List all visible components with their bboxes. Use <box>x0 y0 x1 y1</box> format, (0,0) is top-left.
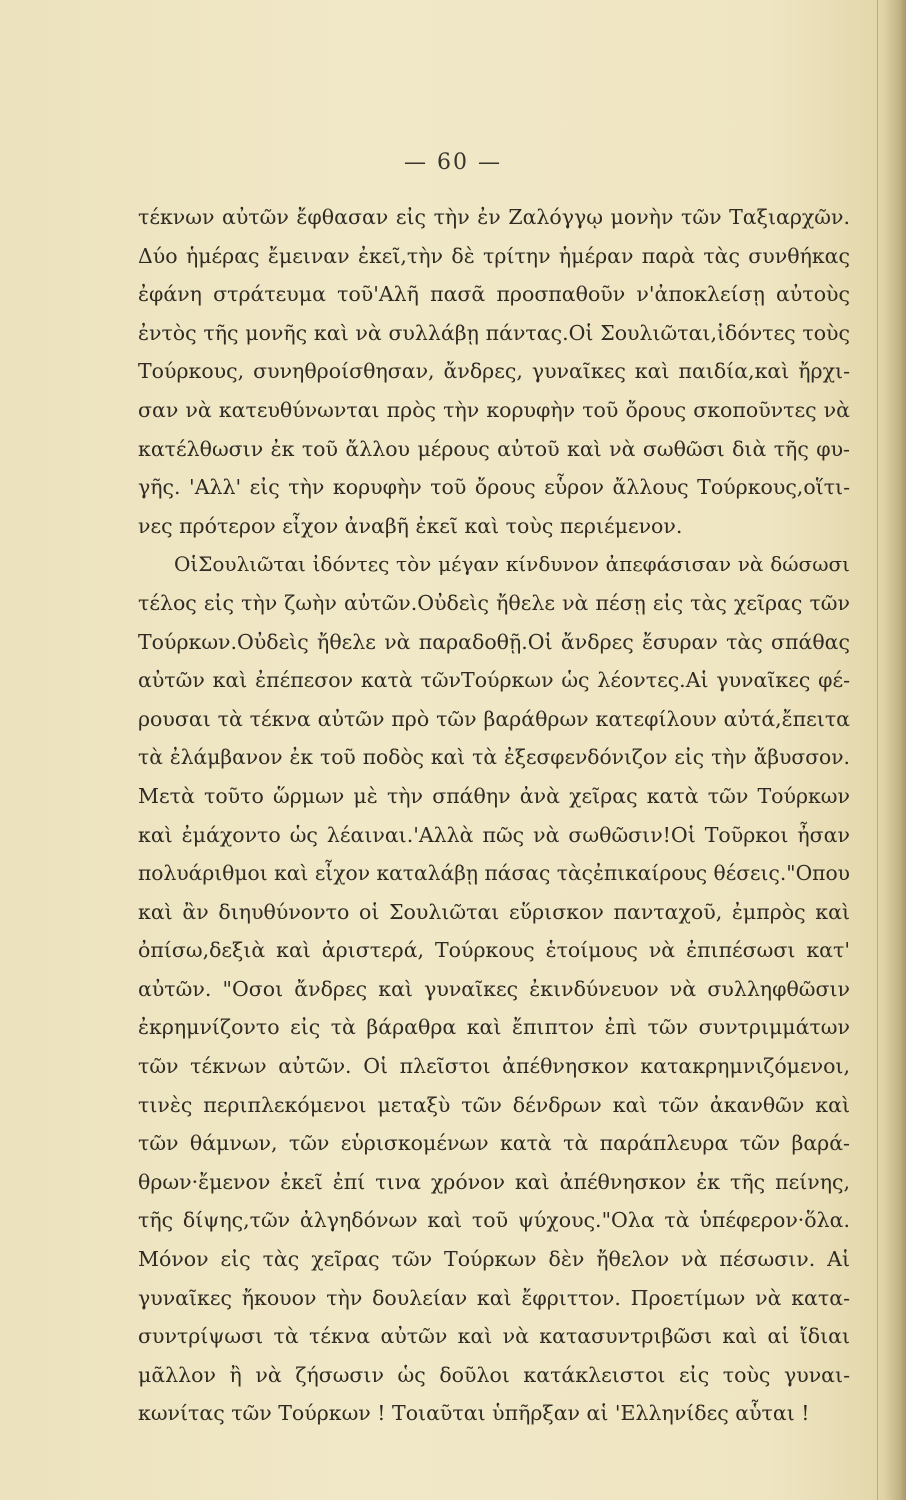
text-line: καὶ ἂν διηυθύνοντο οἱ Σουλιῶται εὕρισκον πανταχοῦ, ἐμπρὸς καὶ <box>138 899 850 924</box>
text-line: τῶν θάμνων, τῶν εὑρισκομένων κατὰ τὰ παράπλευρα τῶν βαρά- <box>138 1131 850 1156</box>
paragraph-start-line: ΟἱΣουλιῶται ἰδόντες τὸν μέγαν κίνδυνον ἀπεφάσισαν νὰ δώσωσι <box>174 552 850 577</box>
text-line: συντρίψωσι τὰ τέκνα αὐτῶν καὶ νὰ κατασυντριβῶσι καὶ αἱ ἴδιαι <box>138 1324 850 1349</box>
text-line: Τούρκους, συνηθροίσθησαν, ἄνδρες, γυναῖκες καὶ παιδία,καὶ ἤρχι- <box>138 359 850 384</box>
text-line: τινὲς περιπλεκόμενοι μεταξὺ τῶν δένδρων καὶ τῶν ἀκανθῶν καὶ <box>138 1092 850 1117</box>
text-line: νες πρότερον εἶχον ἀναβῆ ἐκεῖ καὶ τοὺς περιέμενον. <box>138 513 683 538</box>
text-line: τῆς δίψης,τῶν ἀλγηδόνων καὶ τοῦ ψύχους."Ολα τὰ ὑπέφερον·ὅλα. <box>138 1208 850 1233</box>
text-line: κατέλθωσιν ἐκ τοῦ ἄλλου μέρους αὐτοῦ καὶ νὰ σωθῶσι διὰ τῆς φυ- <box>138 436 850 461</box>
text-line: αὐτῶν. "Οσοι ἄνδρες καὶ γυναῖκες ἐκινδύνευον νὰ συλληφθῶσιν <box>138 976 850 1001</box>
text-line: Μετὰ τοῦτο ὥρμων μὲ τὴν σπάθην ἀνὰ χεῖρας κατὰ τῶν Τούρκων <box>138 783 850 808</box>
binding-crease <box>877 0 878 1500</box>
text-line: Τούρκων.Οὐδεὶς ἤθελε νὰ παραδοθῇ.Οἱ ἄνδρες ἔσυραν τὰς σπάθας <box>138 629 850 654</box>
text-line: σαν νὰ κατευθύνωνται πρὸς τὴν κορυφὴν τοῦ ὄρους σκοποῦντες νὰ <box>138 397 850 422</box>
page-number: — 60 — <box>404 150 502 175</box>
text-line: τέκνων αὐτῶν ἔφθασαν εἰς τὴν ἐν Ζαλόγγῳ μονὴν τῶν Ταξιαρχῶν. <box>138 205 850 229</box>
text-line: Μόνον εἰς τὰς χεῖρας τῶν Τούρκων δὲν ἤθελον νὰ πέσωσιν. Αἱ <box>138 1247 850 1272</box>
text-line: ὀπίσω,δεξιὰ καὶ ἀριστερά, Τούρκους ἑτοίμους νὰ ἐπιπέσωσι κατ' <box>138 938 850 963</box>
text-line: ἐφάνη στράτευμα τοῦ'Αλῆ πασᾶ προσπαθοῦν ν'ἀποκλείσῃ αὐτοὺς <box>138 282 850 307</box>
text-line: πολυάριθμοι καὶ εἶχον καταλάβῃ πάσας τὰςἐπικαίρους θέσεις."Οπου <box>138 861 850 886</box>
text-line: θρων·ἔμενον ἐκεῖ ἐπί τινα χρόνον καὶ ἀπέθνησκον ἐκ τῆς πείνης, <box>138 1169 850 1194</box>
text-line: Δύο ἡμέρας ἔμειναν ἐκεῖ,τὴν δὲ τρίτην ἡμέραν παρὰ τὰς συνθήκας <box>138 243 850 268</box>
text-line: γυναῖκες ἤκουον τὴν δουλείαν καὶ ἔφριττον. Προετίμων νὰ κατα- <box>138 1285 850 1310</box>
text-line: τὰ ἐλάμβανον ἐκ τοῦ ποδὸς καὶ τὰ ἐξεσφενδόνιζον εἰς τὴν ἄβυσσον. <box>138 745 850 770</box>
text-line: ρουσαι τὰ τέκνα αὐτῶν πρὸ τῶν βαράθρων κατεφίλουν αὐτά,ἔπειτα <box>138 706 850 731</box>
text-line: γῆς. 'Αλλ' εἰς τὴν κορυφὴν τοῦ ὄρους εὗρον ἄλλους Τούρκους,οἵτι- <box>138 475 850 500</box>
text-line: μᾶλλον ἢ νὰ ζήσωσιν ὡς δοῦλοι κατάκλειστοι εἰς τοὺς γυναι- <box>138 1362 850 1387</box>
text-line: ἐκρημνίζοντο εἰς τὰ βάραθρα καὶ ἔπιπτον ἐπὶ τῶν συντριμμάτων <box>138 1015 850 1040</box>
text-line: ἐντὸς τῆς μονῆς καὶ νὰ συλλάβῃ πάντας.Οἱ Σουλιῶται,ἰδόντες τοὺς <box>138 320 850 345</box>
text-line: καὶ ἐμάχοντο ὡς λέαιναι.'Αλλὰ πῶς νὰ σωθῶσιν!Οἱ Τοῦρκοι ἦσαν <box>138 822 850 847</box>
binding-shadow <box>884 0 906 1500</box>
text-line: κωνίτας τῶν Τούρκων ! Τοιαῦται ὑπῆρξαν αἱ 'Ελληνίδες αὗται ! <box>138 1401 810 1426</box>
text-line: τῶν τέκνων αὐτῶν. Οἱ πλεῖστοι ἀπέθνησκον κατακρημνιζόμενοι, <box>138 1054 850 1079</box>
body-text <box>138 198 850 1433</box>
text-line: τέλος εἰς τὴν ζωὴν αὐτῶν.Οὐδεὶς ἤθελε νὰ πέσῃ εἰς τὰς χεῖρας τῶν <box>138 590 850 615</box>
text-line: αὐτῶν καὶ ἐπέπεσον κατὰ τῶνΤούρκων ὡς λέοντες.Αἱ γυναῖκες φέ- <box>138 668 850 693</box>
